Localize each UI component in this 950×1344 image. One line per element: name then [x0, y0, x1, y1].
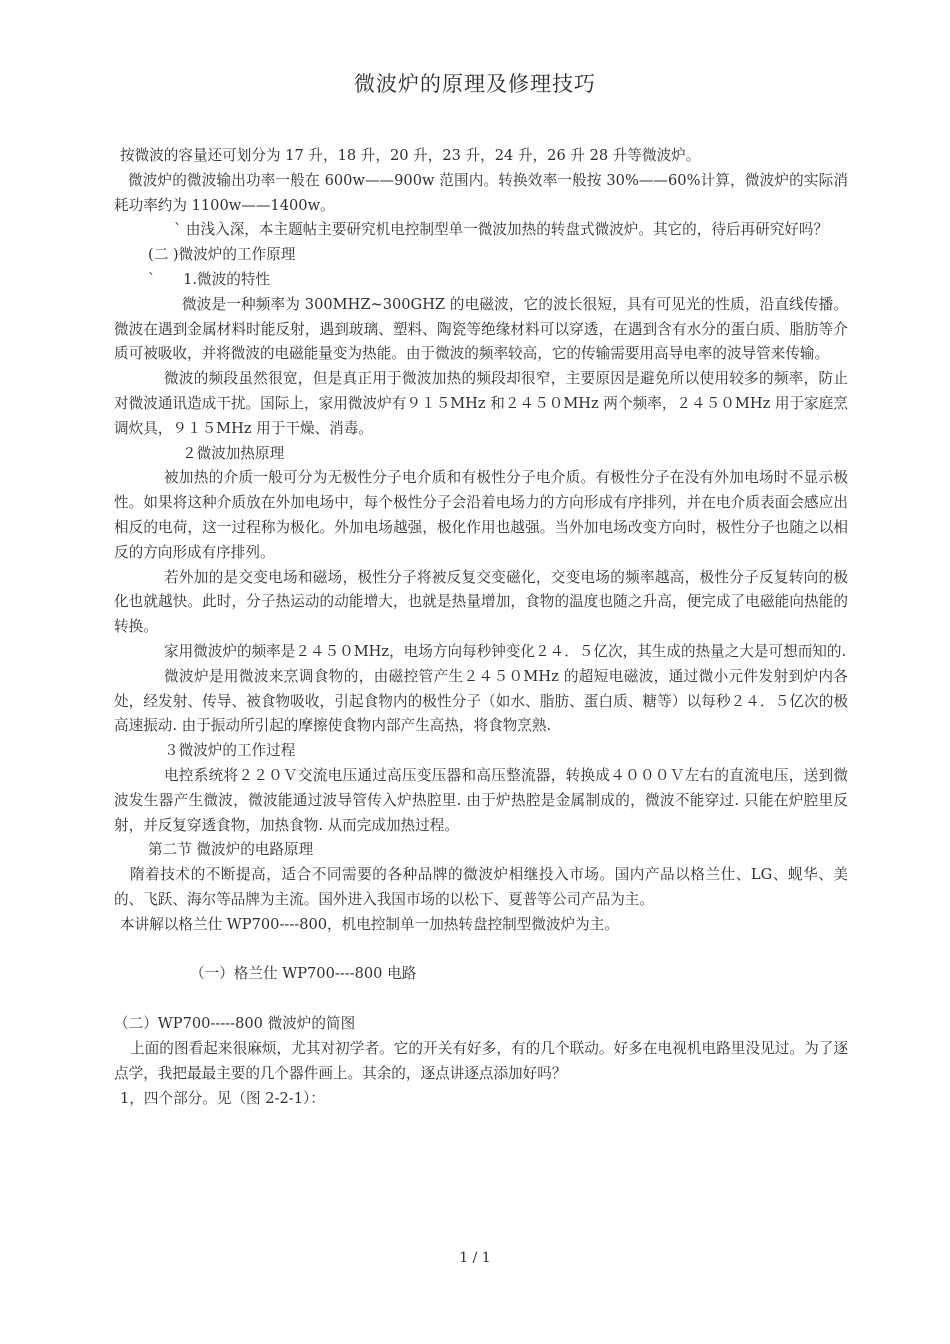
paragraph-power: 微波炉的微波输出功率一般在 600w——900w 范围内。转换效率一般按 30%——60%计算，微波炉的实际消耗功率约为 1100w——1400w。: [114, 171, 848, 214]
paragraph-four-parts: 1，四个部分。见（图 2-2-1）：: [120, 1089, 325, 1107]
paragraph-alternating-field: 若外加的是交变电场和磁场，极性分子将被反复交变磁化，交变电场的频率越高，极性分子反复转向的极化也就越快。此时，分子热运动的动能增大，也就是热量增加，食物的温度也随之升高，便完成了电磁能向热能的转换。: [114, 568, 848, 636]
section-heading-working-principle: (二 )微波炉的工作原理: [148, 246, 296, 264]
subheading-working-process: ３微波炉的工作过程: [164, 742, 296, 760]
subheading-heating-principle: ２微波加热原理: [182, 444, 285, 462]
paragraph-microwave-definition: 微波是一种频率为 300MHZ~300GHZ 的电磁波，它的波长很短，具有可见光的性质，沿直线传播。微波在遇到金属材料时能反射，遇到玻璃、塑料、陶瓷等绝缘材料可以穿透，在遇到含有水分的蛋白质、脂肪等介质可被吸收，并将微波的电磁能量变为热能。由于微波的频率较高，它的传输需要用高导电率的波导管来传输。: [114, 295, 848, 363]
paragraph-frequency-bands: 微波的频段虽然很宽，但是真正用于微波加热的频段却很窄，主要原因是避免所以使用较多的频率，防止对微波通讯造成干扰。国际上，家用微波炉有９１５MHz 和２４５０MHz 两个频率，２４５０MHz 用于家庭烹调炊具，９１５MHz 用于干燥、消毒。: [114, 370, 848, 437]
page-number: 1 / 1: [459, 1250, 491, 1266]
subheading-circuit: （一）格兰仕 WP700----800 电路: [190, 964, 417, 982]
subheading-diagram: （二）WP700-----800 微波炉的简图: [114, 1015, 356, 1033]
paragraph-working-process: 电控系统将２２０Ｖ交流电压通过高压变压器和高压整流器，转换成４０００Ｖ左右的直流电压，送到微波发生器产生微波，微波能通过波导管传入炉热腔里. 由于炉热腔是金属制成的，微波不能穿过. 只能在炉腔里反射，并反复穿透食物，加热食物. 从而完成加热过程。: [114, 766, 848, 834]
paragraph-capacity: 按微波的容量还可划分为 17 升，18 升，20 升，23 升，24 升，26 升 28 升等微波炉。: [120, 147, 701, 164]
subheading-microwave-properties: ` 1.微波的特性: [148, 270, 271, 288]
paragraph-polarization: 被加热的介质一般可分为无极性分子电介质和有极性分子电介质。有极性分子在没有外加电场时不显示极性。如果将这种介质放在外加电场中，每个极性分子会沿着电场力的方向形成有序排列，并在电介质表面会感应出相反的电荷，这一过程称为极化。外加电场越强，极化作用也越强。当外加电场改变方向时，极性分子也随之以相反的方向形成有序排列。: [114, 469, 848, 561]
document-body: [114, 144, 848, 1111]
paragraph-intro: ` 由浅入深，本主题帖主要研究机电控制型单一微波加热的转盘式微波炉。其它的，待后再研究好吗？: [174, 221, 829, 239]
paragraph-diagram-note: 上面的图看起来很麻烦，尤其对初学者。它的开关有好多，有的几个联动。好多在电视机电路里没见过。为了逐点学，我把最最主要的几个器件画上。其余的，逐点讲逐点添加好吗？: [114, 1040, 848, 1082]
paragraph-model-focus: 本讲解以格兰仕 WP700----800，机电控制单一加热转盘控制型微波炉为主。: [120, 915, 619, 933]
document-title: 微波炉的原理及修理技巧: [354, 72, 596, 96]
paragraph-market-brands: 隋着技术的不断提高，适合不同需要的各种品牌的微波炉相继投入市场。国内产品以格兰仕、LG、蚬华、美的、飞跃、海尔等品牌为主流。国外进入我国市场的以松下、夏普等公司产品为主。: [114, 866, 848, 908]
paragraph-cooking-mechanism: 微波炉是用微波来烹调食物的，由磁控管产生２４５０MHz 的超短电磁波，通过微小元件发射到炉内各处，经发射、传导、被食物吸收，引起食物内的极性分子（如水、脂肪、蛋白质、糖等）以每秒２４．５亿次的极高速振动. 由于振动所引起的摩擦使食物内部产生高热，将食物烹熟.: [114, 667, 848, 735]
paragraph-household-frequency: 家用微波炉的频率是２４５０MHz，电场方向每秒钟变化２４．５亿次，其生成的热量之大是可想而知的.: [164, 642, 847, 660]
section-heading-circuit-principle: 第二节 微波炉的电路原理: [148, 841, 314, 859]
